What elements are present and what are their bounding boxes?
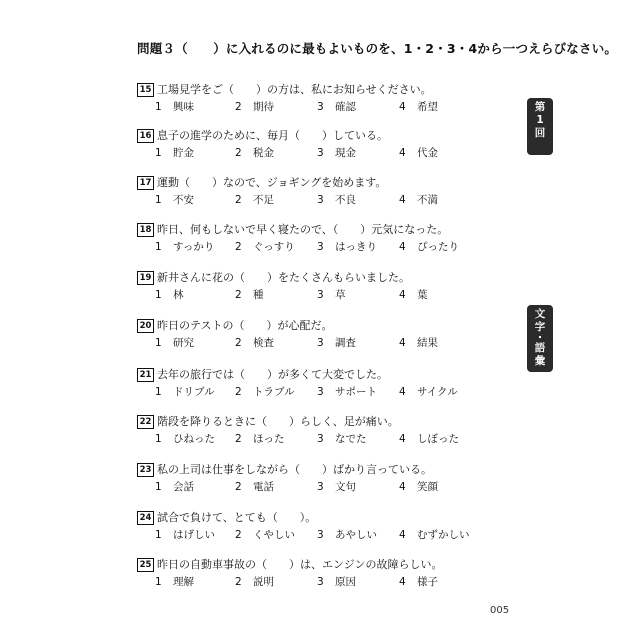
question-number: 20	[137, 319, 154, 333]
option-number: 3	[317, 576, 324, 588]
option-text: 葉	[417, 289, 428, 301]
answer-option[interactable]	[235, 239, 295, 255]
answer-option[interactable]	[155, 335, 194, 351]
option-number: 3	[317, 289, 324, 301]
option-text: はっきり	[335, 241, 377, 253]
tab-char: 語	[534, 342, 546, 354]
answer-option[interactable]	[155, 527, 215, 543]
question-item	[137, 318, 512, 358]
option-number: 1	[155, 289, 162, 301]
option-text: 結果	[417, 337, 438, 349]
question-item	[137, 510, 512, 550]
answer-options	[137, 574, 512, 590]
question-text: 昨日の自動車事故の（ ）は、エンジンの故障らしい。	[157, 558, 443, 571]
answer-option[interactable]	[155, 145, 194, 161]
option-text: あやしい	[335, 529, 377, 541]
option-text: 種	[253, 289, 264, 301]
answer-option[interactable]	[399, 479, 438, 495]
option-text: なでた	[335, 433, 367, 445]
option-number: 3	[317, 194, 324, 206]
answer-option[interactable]	[399, 145, 438, 161]
question-line	[137, 82, 432, 98]
option-number: 1	[155, 433, 162, 445]
question-number: 19	[137, 271, 154, 285]
question-number: 18	[137, 223, 154, 237]
question-text: 息子の進学のために、毎月（ ）している。	[157, 129, 388, 142]
option-number: 4	[399, 241, 406, 253]
answer-option[interactable]	[235, 192, 274, 208]
option-text: 研究	[173, 337, 194, 349]
option-number: 2	[235, 241, 242, 253]
question-number: 24	[137, 511, 154, 525]
section-tab-vocabulary	[527, 305, 553, 372]
option-text: 原因	[335, 576, 356, 588]
option-number: 3	[317, 433, 324, 445]
option-text: 現金	[335, 147, 356, 159]
question-number: 15	[137, 83, 154, 97]
option-number: 4	[399, 289, 406, 301]
answer-option[interactable]	[317, 287, 346, 303]
answer-option[interactable]	[399, 384, 458, 400]
option-text: サポート	[335, 386, 377, 398]
answer-options	[137, 527, 512, 543]
option-text: 会話	[173, 481, 194, 493]
answer-option[interactable]	[399, 99, 438, 115]
option-number: 2	[235, 289, 242, 301]
option-text: ぐっすり	[253, 241, 295, 253]
question-item	[137, 462, 512, 502]
tab-char: 第	[534, 101, 546, 113]
option-number: 2	[235, 194, 242, 206]
question-item	[137, 270, 512, 310]
option-number: 2	[235, 529, 242, 541]
option-number: 3	[317, 241, 324, 253]
question-text: 昨日、何もしないで早く寝たので、（ ）元気になった。	[157, 223, 449, 236]
option-text: ひねった	[173, 433, 215, 445]
answer-options	[137, 99, 512, 115]
option-text: はげしい	[173, 529, 215, 541]
answer-option[interactable]	[235, 287, 264, 303]
answer-option[interactable]	[317, 527, 377, 543]
option-text: ほった	[253, 433, 285, 445]
question-line	[137, 128, 388, 144]
answer-option[interactable]	[155, 192, 194, 208]
option-text: 調査	[335, 337, 356, 349]
answer-option[interactable]	[155, 239, 214, 255]
answer-options	[137, 239, 512, 255]
option-text: 草	[335, 289, 346, 301]
tab-char: 1	[536, 114, 544, 126]
answer-option[interactable]	[235, 574, 274, 590]
question-item	[137, 128, 512, 168]
option-number: 4	[399, 194, 406, 206]
option-number: 3	[317, 101, 324, 113]
option-text: すっかり	[173, 241, 215, 253]
option-text: むずかしい	[417, 529, 470, 541]
answer-option[interactable]	[317, 99, 356, 115]
answer-option[interactable]	[317, 479, 356, 495]
question-number: 22	[137, 415, 154, 429]
answer-option[interactable]	[317, 239, 377, 255]
option-number: 2	[235, 386, 242, 398]
option-text: トラブル	[253, 386, 295, 398]
answer-option[interactable]	[399, 287, 428, 303]
option-number: 1	[155, 386, 162, 398]
option-number: 1	[155, 147, 162, 159]
option-text: 説明	[253, 576, 274, 588]
question-text: 試合で負けて、とても（ ）。	[157, 511, 317, 524]
question-item	[137, 175, 512, 215]
question-item	[137, 367, 512, 407]
option-number: 3	[317, 481, 324, 493]
option-number: 1	[155, 101, 162, 113]
option-text: 興味	[173, 101, 194, 113]
answer-option[interactable]	[317, 574, 356, 590]
answer-option[interactable]	[399, 527, 470, 543]
question-item	[137, 82, 512, 122]
option-number: 3	[317, 386, 324, 398]
question-number: 16	[137, 129, 154, 143]
answer-option[interactable]	[235, 431, 285, 447]
option-number: 2	[235, 337, 242, 349]
option-number: 2	[235, 433, 242, 445]
option-text: 林	[173, 289, 184, 301]
question-line	[137, 318, 333, 334]
answer-option[interactable]	[317, 192, 356, 208]
answer-option[interactable]	[155, 479, 194, 495]
option-text: 不満	[417, 194, 438, 206]
option-text: 不安	[173, 194, 194, 206]
option-number: 4	[399, 576, 406, 588]
tab-char: 字	[534, 321, 546, 333]
answer-option[interactable]	[155, 431, 215, 447]
option-text: しぼった	[417, 433, 459, 445]
question-line	[137, 270, 410, 286]
option-number: 1	[155, 481, 162, 493]
answer-option[interactable]	[155, 99, 194, 115]
option-text: ドリブル	[173, 386, 215, 398]
option-number: 4	[399, 147, 406, 159]
answer-option[interactable]	[399, 192, 438, 208]
answer-option[interactable]	[235, 99, 274, 115]
page-number: 005	[490, 605, 510, 616]
answer-option[interactable]	[317, 145, 356, 161]
option-text: くやしい	[253, 529, 295, 541]
answer-option[interactable]	[399, 574, 438, 590]
answer-option[interactable]	[155, 384, 215, 400]
answer-option[interactable]	[155, 574, 194, 590]
option-number: 4	[399, 481, 406, 493]
answer-options	[137, 287, 512, 303]
option-number: 2	[235, 101, 242, 113]
option-number: 4	[399, 337, 406, 349]
option-text: 代金	[417, 147, 438, 159]
section-tab-round	[527, 98, 553, 155]
option-text: 検査	[253, 337, 274, 349]
answer-option[interactable]	[235, 145, 274, 161]
option-number: 1	[155, 576, 162, 588]
question-line	[137, 414, 399, 430]
question-line	[137, 367, 388, 383]
question-item	[137, 557, 512, 597]
option-number: 3	[317, 337, 324, 349]
question-text: 階段を降りるときに（ ）らしく、足が痛い。	[157, 415, 399, 428]
answer-option[interactable]	[399, 431, 459, 447]
option-number: 1	[155, 529, 162, 541]
page-title: 問題３（ ）に入れるのに最もよいものを、1・2・3・4から一つえらびなさい。	[137, 41, 618, 56]
option-number: 3	[317, 147, 324, 159]
option-number: 2	[235, 481, 242, 493]
option-number: 3	[317, 529, 324, 541]
option-text: 税金	[253, 147, 274, 159]
question-line	[137, 222, 448, 238]
answer-option[interactable]	[317, 384, 377, 400]
answer-option[interactable]	[155, 287, 184, 303]
answer-option[interactable]	[399, 239, 459, 255]
option-text: 期待	[253, 101, 274, 113]
question-item	[137, 414, 512, 454]
option-text: 様子	[417, 576, 438, 588]
option-number: 1	[155, 194, 162, 206]
question-number: 21	[137, 368, 154, 382]
tab-char: 文	[534, 308, 546, 320]
answer-option[interactable]	[317, 431, 367, 447]
question-line	[137, 557, 442, 573]
question-number: 17	[137, 176, 154, 190]
question-item	[137, 222, 512, 262]
answer-option[interactable]	[235, 527, 295, 543]
tab-char: 彙	[534, 355, 546, 367]
question-number: 25	[137, 558, 154, 572]
question-text: 工場見学をご（ ）の方は、私にお知らせください。	[157, 83, 432, 96]
answer-option[interactable]	[235, 479, 274, 495]
question-line	[137, 462, 432, 478]
question-text: 新井さんに花の（ ）をたくさんもらいました。	[157, 271, 410, 284]
option-text: 確認	[335, 101, 356, 113]
answer-option[interactable]	[235, 335, 274, 351]
question-number: 23	[137, 463, 154, 477]
option-text: 貯金	[173, 147, 194, 159]
option-text: 不足	[253, 194, 274, 206]
question-text: 去年の旅行では（ ）が多くて大変でした。	[157, 368, 388, 381]
answer-options	[137, 145, 512, 161]
option-number: 2	[235, 576, 242, 588]
answer-option[interactable]	[317, 335, 356, 351]
option-text: ぴったり	[417, 241, 459, 253]
option-text: 希望	[417, 101, 438, 113]
option-text: 電話	[253, 481, 274, 493]
tab-char: 回	[534, 127, 546, 139]
tab-char: ・	[534, 332, 546, 344]
option-text: 文句	[335, 481, 356, 493]
answer-option[interactable]	[399, 335, 438, 351]
option-number: 4	[399, 529, 406, 541]
option-number: 1	[155, 241, 162, 253]
answer-options	[137, 335, 512, 351]
option-text: 不良	[335, 194, 356, 206]
option-number: 4	[399, 101, 406, 113]
option-number: 2	[235, 147, 242, 159]
option-text: サイクル	[417, 386, 458, 398]
option-number: 1	[155, 337, 162, 349]
answer-option[interactable]	[235, 384, 295, 400]
option-text: 理解	[173, 576, 194, 588]
question-text: 昨日のテストの（ ）が心配だ。	[157, 319, 333, 332]
answer-options	[137, 479, 512, 495]
option-number: 4	[399, 433, 406, 445]
question-text: 私の上司は仕事をしながら（ ）ばかり言っている。	[157, 463, 432, 476]
answer-options	[137, 192, 512, 208]
question-text: 運動（ ）なので、ジョギングを始めます。	[157, 176, 387, 189]
option-text: 笑顔	[417, 481, 438, 493]
question-line	[137, 510, 316, 526]
option-number: 4	[399, 386, 406, 398]
answer-options	[137, 384, 512, 400]
question-line	[137, 175, 386, 191]
answer-options	[137, 431, 512, 447]
